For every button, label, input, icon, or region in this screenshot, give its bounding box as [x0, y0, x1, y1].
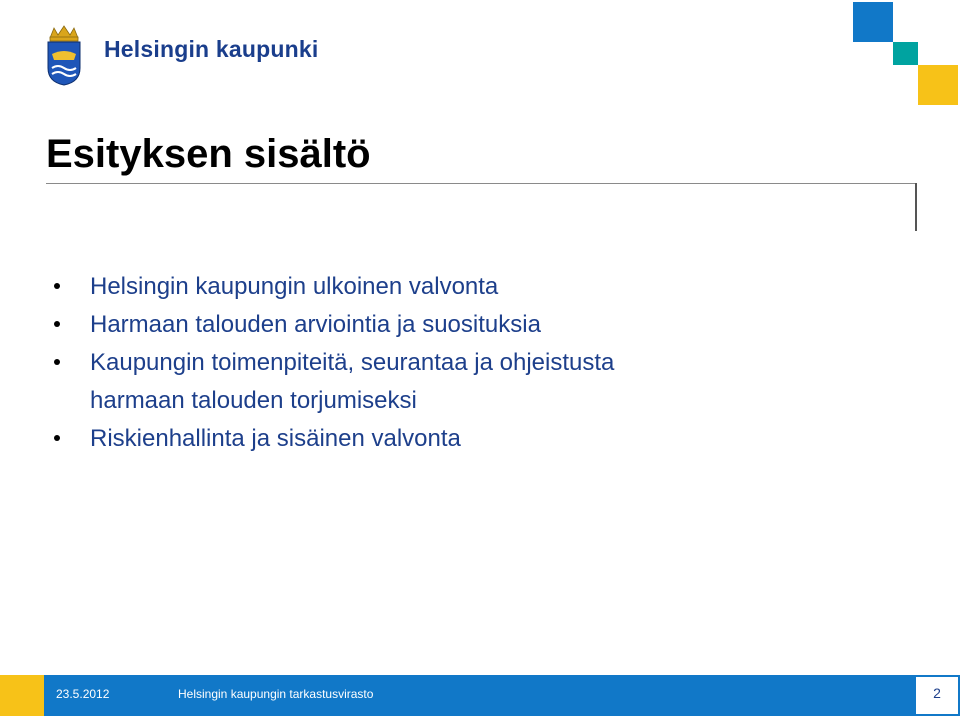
bullet-item	[54, 268, 754, 306]
page-number-box	[916, 677, 958, 714]
decor-square-teal	[893, 42, 918, 65]
bullet-dot-icon	[54, 321, 60, 327]
bullet-item	[54, 420, 754, 458]
bullet-dot-icon	[54, 283, 60, 289]
helsinki-crest-icon	[44, 24, 84, 86]
bullet-item	[54, 344, 754, 420]
bullet-text: Harmaan talouden arviointia ja suosituksia	[90, 311, 541, 338]
page-number: 2	[933, 685, 941, 701]
bullet-text: Helsingin kaupungin ulkoinen valvonta	[90, 273, 499, 300]
brand-name: Helsingin kaupunki	[104, 36, 319, 62]
footer-bar	[0, 675, 960, 716]
decor-square-yellow	[918, 65, 958, 105]
bullet-list	[54, 268, 754, 458]
title-divider-tick	[915, 183, 917, 231]
bullet-dot-icon	[54, 359, 60, 365]
footer-organization: Helsingin kaupungin tarkastusvirasto	[178, 687, 374, 701]
bullet-text: Riskienhallinta ja sisäinen valvonta	[90, 425, 461, 452]
title-divider	[46, 183, 916, 184]
footer-date: 23.5.2012	[56, 687, 110, 701]
footer-yellow-block	[0, 675, 44, 716]
slide-title: Esityksen sisältö	[46, 132, 371, 176]
bullet-dot-icon	[54, 435, 60, 441]
city-logo	[44, 24, 84, 86]
bullet-item	[54, 306, 754, 344]
bullet-text-continued: harmaan talouden torjumiseksi	[90, 387, 417, 414]
bullet-text: Kaupungin toimenpiteitä, seurantaa ja ohjeistusta	[90, 349, 615, 376]
decor-square-blue	[853, 2, 893, 42]
